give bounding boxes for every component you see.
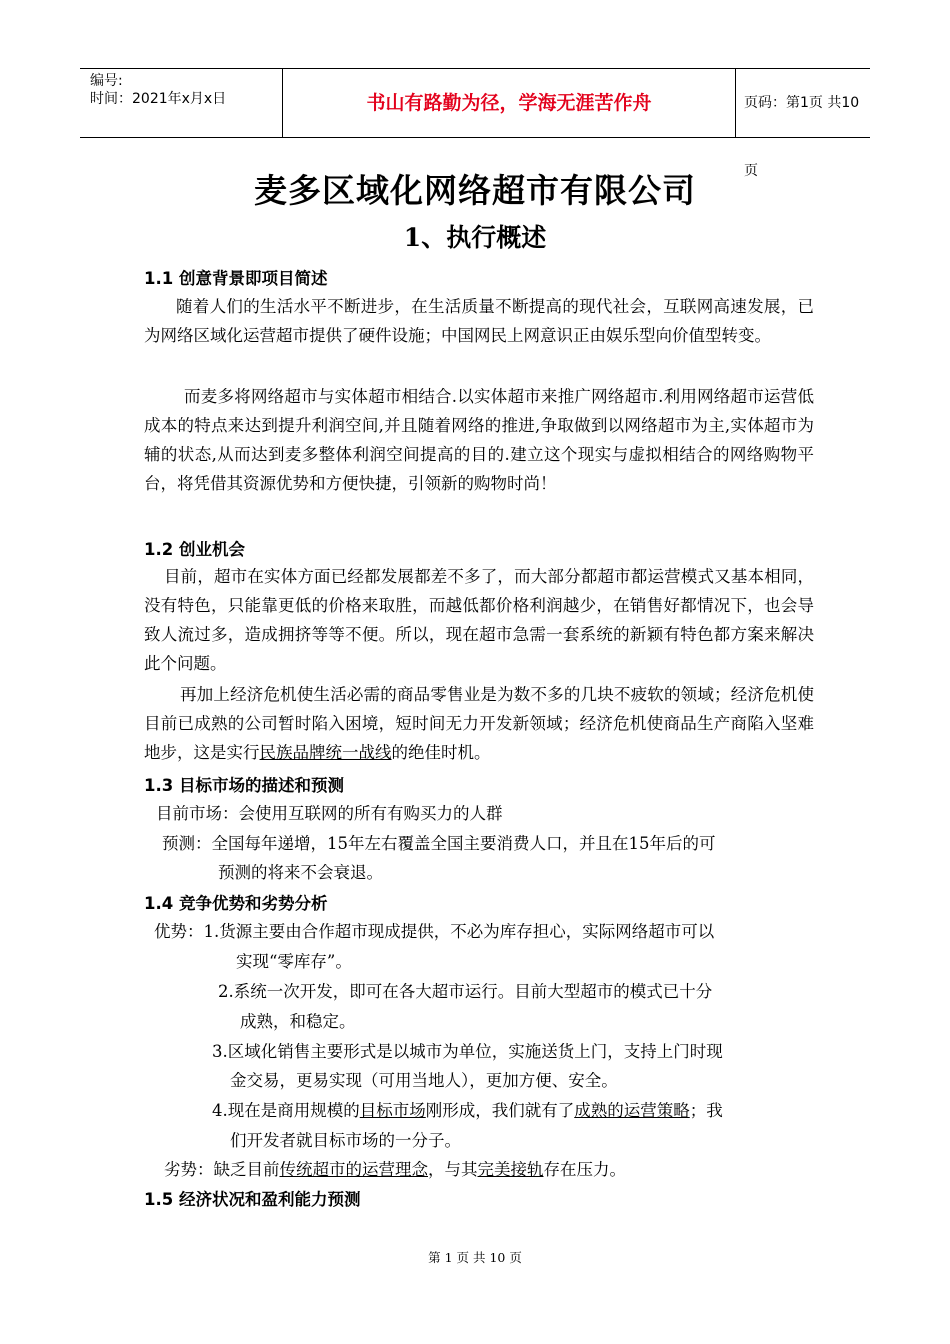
text: 刚形成，我们就有了 [425, 1101, 575, 1120]
heading-1-4: 1.4 竞争优势和劣势分析 [144, 894, 328, 913]
header-motto: 书山有路勤为径，学海无涯苦作舟 [282, 69, 736, 137]
text: 再加上经济危机使生活必需的商品零售业是为数不多的几块不疲软的领域；经济危机使目前已成熟的公司暂时陷入困境，短时间无力开发新领域；经济危机使商品生产商陷入坚难地步，这是实行 [144, 685, 814, 762]
page-header [80, 68, 870, 179]
heading-1-1: 1.1 创意背景即项目简述 [144, 269, 328, 288]
document-title: 麦多区域化网络超市有限公司 [254, 171, 696, 210]
forecast-line-2: 预测的将来不会衰退。 [218, 863, 383, 882]
text: 4.现在是商用规模的 [212, 1101, 360, 1120]
paragraph-1-1-a: 随着人们的生活水平不断进步，在生活质量不断提高的现代社会，互联网高速发展，已为网络区域化运营超市提供了硬件设施；中国网民上网意识正由娱乐型向价值型转变。 [144, 297, 814, 345]
paragraph-1-2-b [144, 680, 814, 767]
advantage-3-line-1: 3.区域化销售主要形式是以城市为单位，实施送货上门，支持上门时现 [212, 1042, 723, 1061]
advantage-1-line-1: 优势：1.货源主要由合作超市现成提供，不必为库存担心，实际网络超市可以 [154, 922, 715, 941]
heading-1-3: 1.3 目标市场的描述和预测 [144, 776, 344, 795]
advantage-4-line-1 [212, 1097, 723, 1121]
advantage-1-line-2: 实现“零库存”。 [236, 952, 352, 971]
heading-1-2: 1.2 创业机会 [144, 540, 245, 559]
text: 存在压力。 [543, 1160, 626, 1179]
disadvantage-line [164, 1156, 626, 1180]
heading-1-5: 1.5 经济状况和盈利能力预测 [144, 1190, 361, 1209]
advantage-2-line-1: 2.系统一次开发，即可在各大超市运行。目前大型超市的模式已十分 [218, 982, 713, 1001]
header-meta [80, 69, 282, 140]
time-label: 时间：2021年x月x日 [90, 91, 227, 107]
underlined-text: 传统超市的运营理念 [279, 1160, 428, 1179]
text: ，与其 [428, 1160, 478, 1179]
paragraph-1-2-a: 目前，超市在实体方面已经都发展都差不多了，而大部分都超市都运营模式又基本相同，没有特色，只能靠更低的价格来取胜，而越低都价格利润越少，在销售好都情况下，也会导致人流过多，造成拥挤等等不便。所以，现在超市急需一套系统的新颖有特色都方案来解决此个问题。 [144, 567, 814, 673]
advantage-2-line-2: 成熟，和稳定。 [240, 1012, 356, 1031]
text: 的绝佳时机。 [391, 743, 491, 762]
page-number-label: 页码：第1页 共10页 [744, 95, 860, 179]
forecast-line-1: 预测：全国每年递增，15年左右覆盖全国主要消费人口，并且在15年后的可 [162, 834, 716, 853]
underlined-text: 民族品牌统一战线 [259, 743, 392, 762]
paragraph-1-1-b: 而麦多将网络超市与实体超市相结合.以实体超市来推广网络超市.利用网络超市运营低成本的特点来达到提升利润空间,并且随着网络的推进,争取做到以网络超市为主,实体超市为辅的状态,从而达到麦多整体利润空间提高的目的.建立这个现实与虚拟相结合的网络购物平台，将凭借其资源优势和方便快捷，引领新的购物时尚！ [144, 387, 814, 493]
number-label: 编号: [90, 73, 123, 89]
advantage-3-line-2: 金交易，更易实现（可用当地人），更加方便、安全。 [230, 1071, 618, 1090]
text: 劣势：缺乏目前 [164, 1160, 280, 1179]
underlined-text: 完美接轨 [477, 1160, 544, 1179]
text: ；我 [689, 1101, 723, 1120]
underlined-text: 目标市场 [359, 1101, 426, 1120]
page-footer: 第 1 页 共 10 页 [428, 1250, 522, 1265]
underlined-text: 成熟的运营策略 [574, 1101, 690, 1120]
market-line: 目前市场：会使用互联网的所有有购买力的人群 [156, 804, 503, 823]
advantage-4-line-2: 们开发者就目标市场的一分子。 [230, 1131, 461, 1150]
section-title: 1、执行概述 [403, 223, 547, 252]
